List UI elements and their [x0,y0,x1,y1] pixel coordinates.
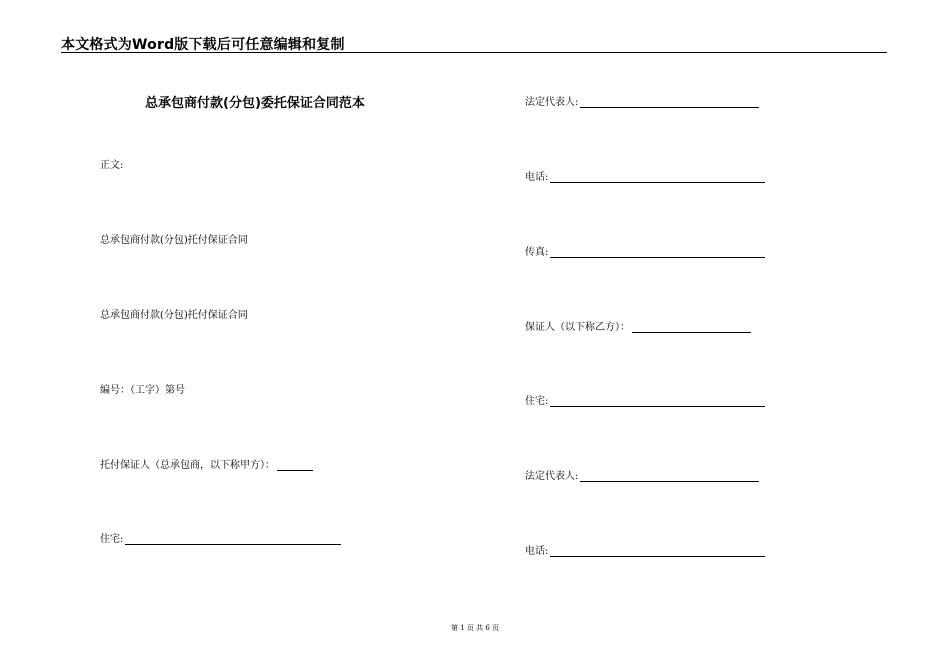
field-label: 法定代表人: [525,97,579,108]
right-line-phone [525,168,765,183]
page-number: 第 1 页 共 6 页 [450,624,500,632]
field-label: 总承包商付款(分包)托付保证合同 [100,235,248,246]
fill-in-blank[interactable] [580,96,759,108]
right-line-legal-rep-2 [525,467,759,482]
field-label: 传真: [525,247,549,258]
left-line-body [100,156,123,171]
right-line-legal-rep [525,93,759,108]
right-line-phone-2 [525,542,765,557]
field-label: 电话: [525,546,549,557]
page-header [61,34,887,53]
fill-in-blank[interactable] [632,321,751,333]
left-line-address [100,530,341,545]
document-title: 总承包商付款(分包)委托保证合同范本 [145,96,365,111]
fill-in-blank[interactable] [550,545,765,557]
field-label: 住宅: [100,534,124,545]
field-label: 正文: [100,160,124,171]
field-label: 总承包商付款(分包)托付保证合同 [100,310,248,321]
header-text: 本文格式为Word版下载后可任意编辑和复制 [61,37,345,53]
fill-in-blank[interactable] [550,395,765,407]
page-footer [0,623,950,633]
fill-in-blank[interactable] [550,171,765,183]
left-line-party-a [100,456,313,471]
field-label: 住宅: [525,396,549,407]
left-line-number [100,381,185,396]
fill-in-blank[interactable] [125,533,341,545]
right-line-fax [525,243,765,258]
field-label: 托付保证人（总承包商，以下称甲方）： [100,460,275,471]
field-label: 保证人（以下称乙方）： [525,322,630,333]
right-line-guarantor [525,318,751,333]
right-line-address [525,392,765,407]
fill-in-blank[interactable] [580,470,759,482]
field-label: 编号：（工字）第号 [100,385,185,396]
field-label: 电话: [525,172,549,183]
left-line-contract-name-repeat [100,306,248,321]
left-line-contract-name [100,231,248,246]
field-label: 法定代表人: [525,471,579,482]
fill-in-blank[interactable] [550,246,765,258]
fill-in-blank[interactable] [277,459,313,471]
